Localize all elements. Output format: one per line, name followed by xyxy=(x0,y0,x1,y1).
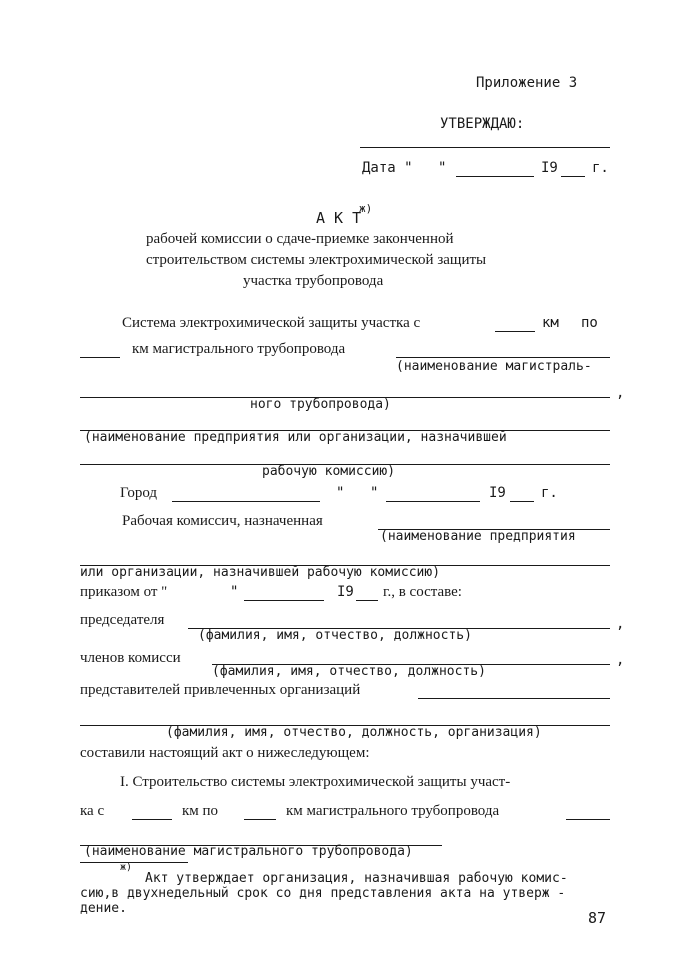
hint-pipeline-a: (наименование магистраль- xyxy=(396,359,592,374)
hint-pipeline-full: (наименование магистрального трубопровода) xyxy=(84,844,413,859)
hint-commission-a: (наименование предприятия xyxy=(380,529,576,544)
km-from-line xyxy=(495,331,535,332)
date-label: Дата " xyxy=(362,160,413,176)
order-label: приказом от " xyxy=(80,584,168,600)
item-1-ka: ка с xyxy=(80,803,105,819)
hint-fio-org: (фамилия, имя, отчество, должность, организация) xyxy=(166,725,542,740)
order-year: I9 xyxy=(337,584,354,600)
po-label: по xyxy=(581,315,598,331)
item-1-km-from-line xyxy=(132,819,172,820)
order-year-line xyxy=(356,600,378,601)
pipeline-name-line xyxy=(396,357,610,358)
reps-line xyxy=(418,698,610,699)
signature-line xyxy=(360,147,610,148)
approve-label: УТВЕРЖДАЮ: xyxy=(440,116,525,132)
hint-enterprise-a: (наименование предприятия или организации, назначившей xyxy=(84,430,507,445)
reps-label: представителей привлеченных организаций xyxy=(80,682,361,698)
footnote-line-1: Акт утверждает организация, назначившая рабочую комис- xyxy=(145,871,568,886)
order-quote: " xyxy=(230,584,239,600)
hint-fio-2: (фамилия, имя, отчество, должность) xyxy=(212,664,486,679)
item-1-km-to-line xyxy=(244,819,276,820)
city-quote-1: " xyxy=(336,485,345,501)
page-number: 87 xyxy=(588,909,607,927)
year-prefix: I9 xyxy=(541,160,558,176)
city-year-line xyxy=(510,501,534,502)
city-label: Город xyxy=(120,485,158,501)
item-1-km: км по xyxy=(182,803,219,819)
title-line-2: строительством системы электрохимической защиты xyxy=(146,252,487,268)
year-line xyxy=(561,176,585,177)
title-line-1: рабочей комиссии о сдаче-приемке законченной xyxy=(146,231,454,247)
footnote-divider xyxy=(80,862,188,863)
city-line xyxy=(172,501,320,502)
item-1: I. Строительство системы электрохимической защиты участ- xyxy=(120,774,511,790)
footnote-line-2: сию,в двухнедельный срок со дня представления акта на утверж - xyxy=(80,886,566,901)
order-date-line xyxy=(244,600,324,601)
comma-3: , xyxy=(616,652,625,668)
km-to-line xyxy=(80,357,120,358)
city-quote-2: " xyxy=(370,485,379,501)
members-label: членов комисси xyxy=(80,650,181,666)
year-suffix: г. xyxy=(592,160,609,176)
body-line-1: Система электрохимической защиты участка с xyxy=(122,315,421,331)
title-line-3: участка трубопровода xyxy=(243,273,384,289)
order-tail: г., в составе: xyxy=(383,584,462,600)
item-1-pipeline-line xyxy=(566,819,610,820)
comma-1: , xyxy=(616,385,625,401)
footnote-line-3: дение. xyxy=(80,901,127,916)
body-line-2: км магистрального трубопровода xyxy=(132,341,346,357)
hint-pipeline-b: ного трубопровода) xyxy=(250,397,391,412)
city-year: I9 xyxy=(489,485,506,501)
hint-enterprise-b: рабочую комиссию) xyxy=(262,464,396,479)
act-title: А К Т xyxy=(316,209,362,227)
footnote-mark: ж) xyxy=(359,202,373,215)
hint-commission-b: или организации, назначившей рабочую комиссию) xyxy=(80,565,441,580)
city-g: г. xyxy=(541,485,558,501)
km-label: км xyxy=(542,315,559,331)
hint-fio: (фамилия, имя, отчество, должность) xyxy=(198,628,472,643)
composed-line: составили настоящий акт о нижеследующем: xyxy=(80,745,370,761)
date-month-line xyxy=(456,176,534,177)
commission-label: Рабочая комиссич, назначенная xyxy=(122,513,323,529)
comma-2: , xyxy=(616,616,625,632)
footnote-mark-bottom: ж) xyxy=(120,862,133,873)
item-1-pipeline: км магистрального трубопровода xyxy=(286,803,500,819)
chairman-label: председателя xyxy=(80,612,165,628)
appendix-label: Приложение 3 xyxy=(476,75,578,91)
date-quote: " xyxy=(438,160,447,176)
city-date-line xyxy=(386,501,480,502)
